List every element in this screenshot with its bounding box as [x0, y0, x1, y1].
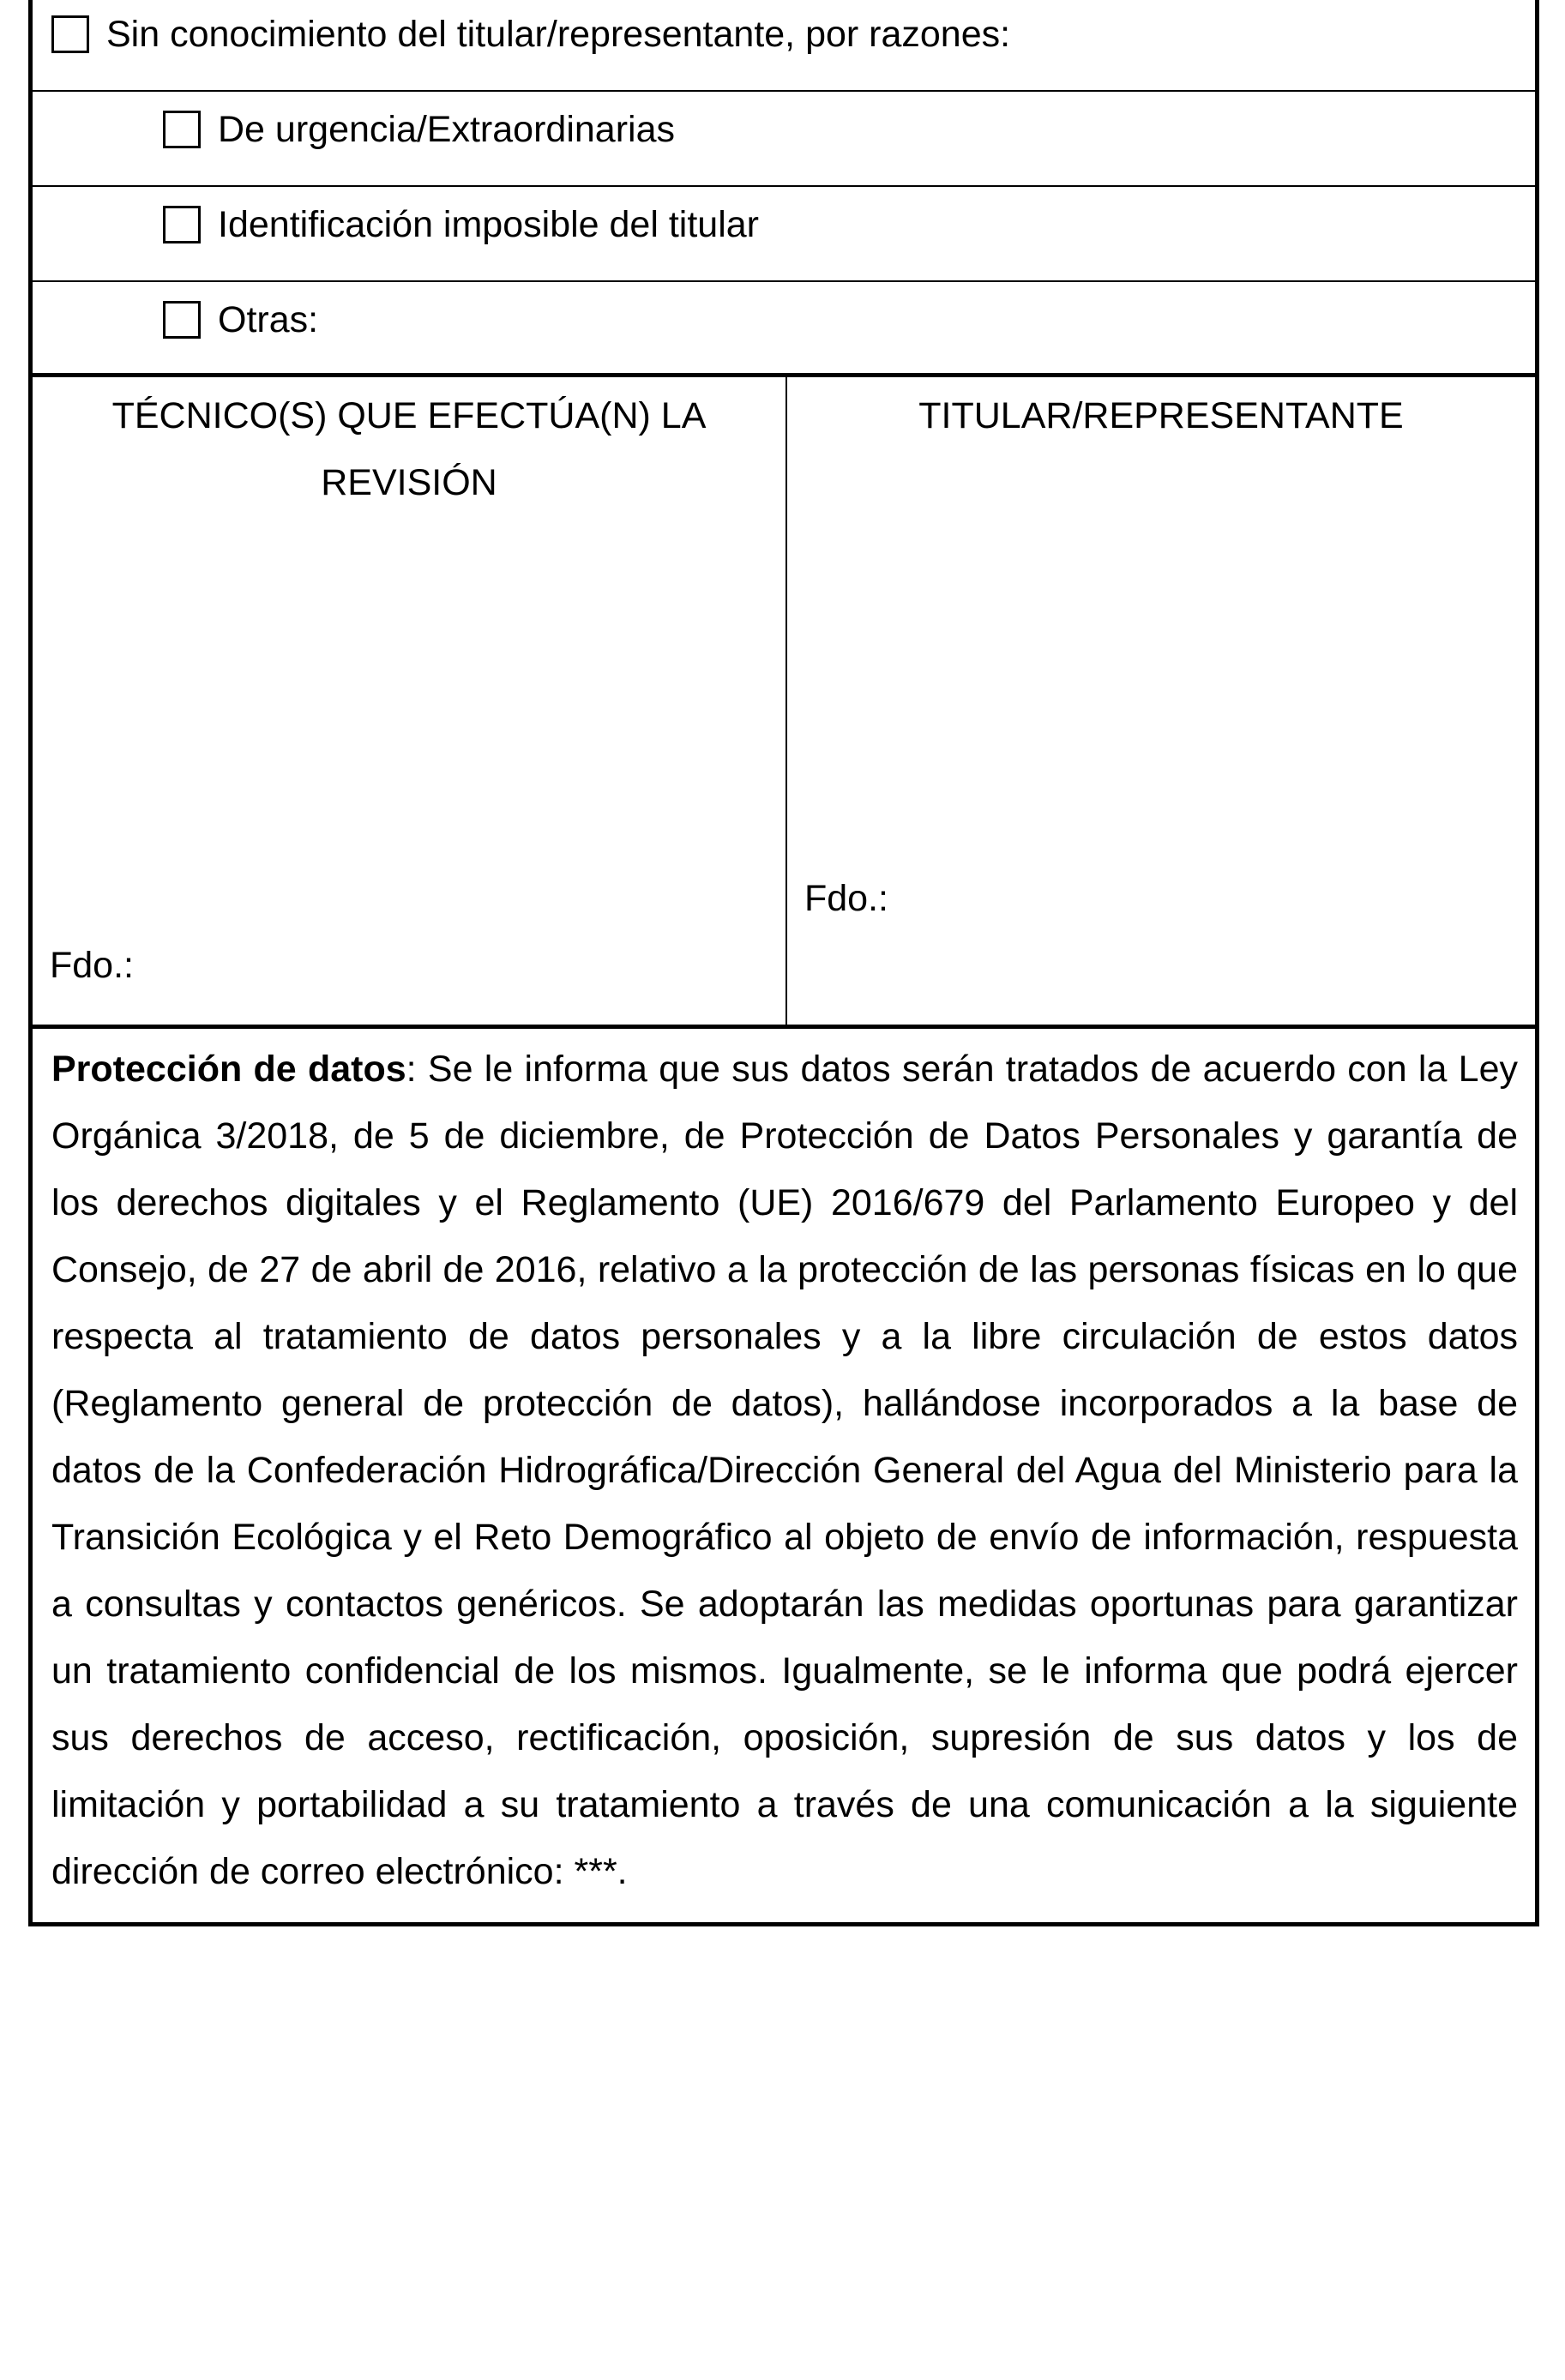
option-label-others: Otras:: [218, 299, 319, 340]
option-line: [51, 12, 1010, 57]
data-protection-notice: [33, 1029, 1535, 1922]
option-line: [163, 107, 675, 152]
option-row-no-knowledge: [33, 0, 1535, 92]
option-line: [163, 202, 759, 247]
checkbox-identification[interactable]: [163, 206, 201, 243]
checkbox-urgency[interactable]: [163, 111, 201, 148]
option-label-identification: Identificación imposible del titular: [218, 204, 759, 245]
data-protection-heading: Protección de datos: [51, 1049, 406, 1090]
option-line: [163, 298, 318, 342]
option-row-others: [33, 282, 1535, 377]
technician-signed-label: Fdo.:: [50, 945, 134, 986]
option-row-urgency: [33, 92, 1535, 187]
holder-title: TITULAR/REPRESENTANTE: [918, 395, 1404, 436]
checkbox-no-knowledge[interactable]: [51, 15, 89, 53]
inspection-form-table: [28, 0, 1539, 1926]
signature-block: [33, 377, 1535, 1029]
option-label-no-knowledge: Sin conocimiento del titular/representante, por razones:: [106, 14, 1011, 55]
option-row-identification: [33, 187, 1535, 282]
checkbox-others[interactable]: [163, 301, 201, 339]
technician-signature-cell[interactable]: [33, 377, 787, 1025]
option-label-urgency: De urgencia/Extraordinarias: [218, 109, 675, 150]
technician-title: TÉCNICO(S) QUE EFECTÚA(N) LA REVISIÓN: [111, 395, 707, 503]
data-protection-text: : Se le informa que sus datos serán tratados de acuerdo con la Ley Orgánica 3/2018, de 5 de diciembre, de Protección de Datos Personales y garantía de los derechos digitales y el Reglamento (UE) 2016/679 del Parlamento Europeo y del Consejo, de 27 de abril de 2016, relativo a la protección de las personas físicas en lo que respecta al tratamiento de datos personales y a la libre circulación de estos datos (Reglamento general de protección de datos), hallándose incorporados a la base de datos de la Confederación Hidrográfica/Dirección General del Agua del Ministerio para la Transición Ecológica y el Reto Demográfico al objeto de envío de información, respuesta a consultas y contactos genéricos. Se adoptarán las medidas oportunas para garantizar un tratamiento confidencial de los mismos. Igualmente, se le informa que podrá ejercer sus derechos de acceso, rectificación, oposición, supresión de sus datos y los de limitación y portabilidad a su tratamiento a través de una comunicación a la siguiente dirección de correo electrónico: ***.: [51, 1049, 1518, 1892]
holder-signature-cell[interactable]: [787, 377, 1535, 1025]
holder-signed-label: Fdo.:: [804, 878, 888, 919]
